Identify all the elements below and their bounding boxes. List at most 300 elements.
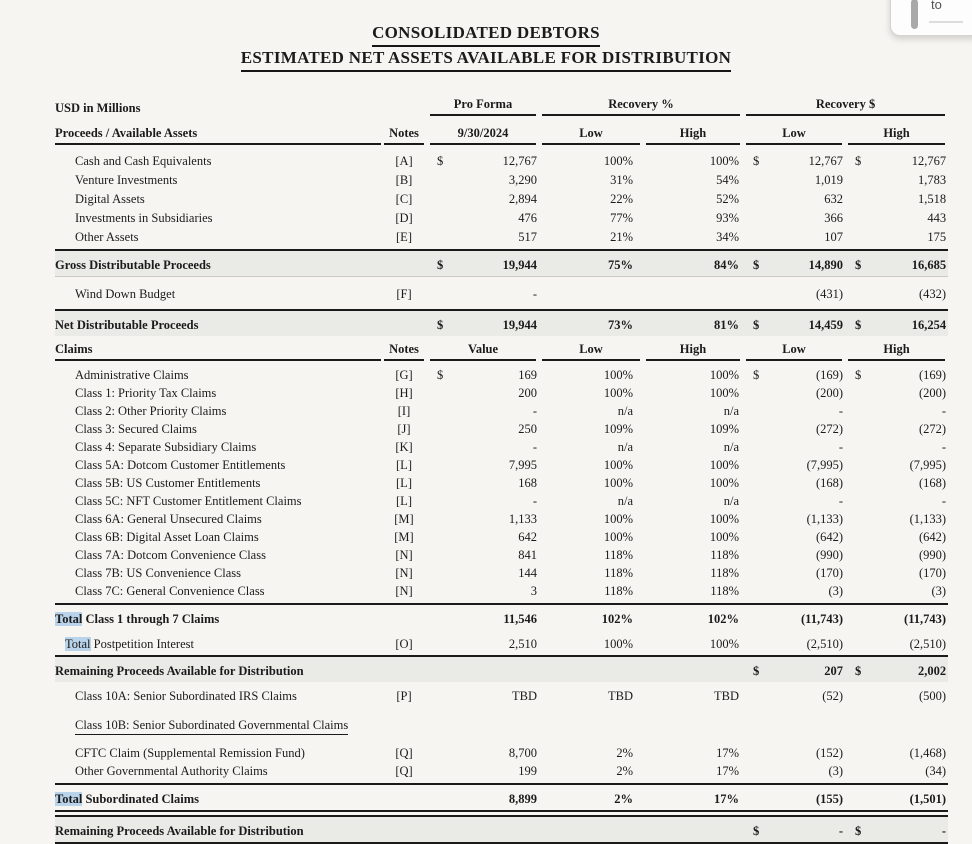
row-label-text: Net Distributable Proceeds [55, 318, 199, 332]
overlay-card-text: to [931, 0, 942, 12]
note-cell [381, 604, 427, 630]
usd-high-cell: 12,767 [911, 154, 947, 168]
note-cell: [H] [395, 386, 413, 400]
currency-cell [845, 604, 867, 630]
row-label [55, 419, 381, 437]
assets-column-header: Proceeds / Available Assets [55, 119, 381, 145]
currency-cell [743, 784, 765, 811]
row-label-text: Investments in Subsidiaries [75, 211, 213, 225]
currency-cell: $ [855, 154, 862, 168]
currency-cell [845, 226, 867, 250]
currency-cell [743, 682, 765, 707]
value-cell: 250 [518, 422, 537, 436]
currency-cell [845, 455, 867, 473]
note-cell [381, 310, 427, 336]
title-line-1: CONSOLIDATED DEBTORS [372, 22, 600, 47]
pct-high-cell: 118% [710, 584, 740, 598]
value-cell: 199 [518, 764, 537, 778]
table-row [55, 401, 948, 419]
pct-high-cell: 93% [716, 211, 740, 225]
usd-low-cell: 14,459 [765, 310, 845, 336]
currency-cell [427, 761, 455, 784]
pct-high-cell: n/a [723, 440, 740, 454]
currency-cell [427, 188, 455, 207]
value-cell: 517 [518, 230, 537, 244]
usd-low-cell: 107 [824, 230, 844, 244]
note-cell: [Q] [395, 746, 413, 760]
row-label-text: Class 7C: General Convenience Class [75, 584, 265, 598]
currency-cell [427, 491, 455, 509]
pct-low-cell: 118% [604, 566, 633, 580]
usd-low-cell: 207 [765, 656, 845, 682]
claims-header-notes: Notes [381, 336, 427, 361]
usd-low-cell: - [838, 494, 844, 508]
table-row [55, 816, 948, 843]
pct-low-cell: 100% [603, 637, 633, 651]
table-row [55, 581, 948, 604]
row-label [55, 509, 381, 527]
table-body [55, 145, 948, 843]
currency-cell [743, 630, 765, 656]
currency-cell [845, 277, 867, 311]
currency-cell [743, 383, 765, 401]
usd-low-cell: 14,890 [765, 250, 845, 277]
table-row [55, 207, 948, 226]
currency-cell [743, 188, 765, 207]
pct-high-cell: 81% [643, 310, 743, 336]
usd-low-cell: 12,767 [808, 154, 844, 168]
table-row [55, 630, 948, 656]
value-cell: 2,894 [508, 192, 537, 206]
currency-cell [743, 545, 765, 563]
currency-cell [743, 739, 765, 761]
usd-high-cell: (1,501) [867, 784, 948, 811]
row-label-text: Other Assets [75, 230, 139, 244]
value-cell: TBD [512, 689, 537, 703]
currency-cell: $ [743, 310, 765, 336]
pct-low-cell [539, 816, 643, 843]
usd-high-cell: 16,254 [867, 310, 948, 336]
row-label [55, 145, 381, 169]
pct-high-cell: 17% [716, 764, 740, 778]
pct-high-cell: 100% [709, 458, 740, 472]
title-line-2: ESTIMATED NET ASSETS AVAILABLE FOR DISTRIBUTION [241, 47, 731, 72]
pct-low-cell: 100% [603, 512, 633, 526]
header-group-row [55, 96, 948, 119]
row-label [55, 545, 381, 563]
usd-in-millions-label: USD in Millions [55, 101, 141, 115]
pct-low-cell: 118% [604, 584, 633, 598]
row-label [55, 401, 381, 419]
recovery-pct-group-header: Recovery % [539, 96, 743, 119]
value-cell: 476 [518, 211, 537, 225]
currency-cell [743, 581, 765, 604]
pct-low-cell: 100% [603, 386, 633, 400]
pct-low-cell: n/a [617, 440, 633, 454]
currency-cell [427, 455, 455, 473]
currency-cell [427, 419, 455, 437]
value-cell: 8,700 [508, 746, 537, 760]
table-row [55, 604, 948, 630]
value-cell: 19,944 [455, 310, 539, 336]
currency-cell [427, 169, 455, 188]
usd-high-cell: - [941, 404, 947, 418]
table-row [55, 784, 948, 811]
usd-low-cell: 632 [824, 192, 844, 206]
usd-high-cell: 2,002 [867, 656, 948, 682]
currency-cell [743, 473, 765, 491]
row-label-text: Gross Distributable Proceeds [55, 258, 211, 272]
usd-low-cell: (200) [815, 386, 844, 400]
currency-cell [427, 473, 455, 491]
currency-cell: $ [427, 310, 455, 336]
note-cell [381, 250, 427, 277]
usd-high-cell: (642) [918, 530, 947, 544]
currency-cell [743, 169, 765, 188]
currency-cell: $ [743, 656, 765, 682]
usd-low-cell: 1,019 [814, 173, 844, 187]
pct-high-cell [643, 816, 743, 843]
row-label-text: Class 2: Other Priority Claims [75, 404, 227, 418]
pct-high-cell: 100% [709, 637, 740, 651]
row-label-text: Wind Down Budget [75, 287, 176, 301]
usd-high-cell: (168) [918, 476, 947, 490]
currency-cell [743, 207, 765, 226]
value-cell: 841 [518, 548, 537, 562]
table-row [55, 455, 948, 473]
currency-cell: $ [437, 368, 444, 382]
pct-high-cell: 54% [716, 173, 740, 187]
pct-high-cell: n/a [723, 404, 740, 418]
currency-cell [743, 277, 765, 311]
value-cell: 2,510 [508, 637, 537, 651]
row-label [55, 455, 381, 473]
distribution-table [55, 96, 948, 844]
row-label-text: Remaining Proceeds Available for Distribution [55, 824, 304, 838]
table-row [55, 656, 948, 682]
pct-low-cell: 31% [610, 173, 633, 187]
row-label-text: Administrative Claims [75, 368, 189, 382]
currency-cell [427, 509, 455, 527]
currency-cell [743, 437, 765, 455]
pct-low-cell: 2% [616, 764, 633, 778]
value-cell [455, 816, 539, 843]
row-label [55, 581, 381, 604]
usd-high-cell: (500) [918, 689, 947, 703]
note-cell: [L] [396, 458, 412, 472]
note-cell: [F] [381, 277, 427, 311]
currency-cell [427, 226, 455, 250]
currency-cell [845, 761, 867, 784]
row-label [55, 816, 381, 843]
value-cell: 12,767 [502, 154, 537, 168]
usd-low-cell: (168) [815, 476, 844, 490]
note-cell: [L] [396, 476, 412, 490]
claims-header-low-pct: Low [539, 336, 643, 361]
currency-cell [845, 383, 867, 401]
table-row [55, 277, 948, 311]
usd-high-cell: (3) [931, 584, 947, 598]
pct-low-cell: 118% [604, 548, 633, 562]
note-cell: [B] [395, 173, 413, 187]
note-cell: [A] [395, 154, 413, 168]
value-cell: 3 [530, 584, 537, 598]
table-row [55, 188, 948, 207]
usd-low-cell: (1,133) [806, 512, 844, 526]
row-label-text: Class 7A: Dotcom Convenience Class [75, 548, 266, 562]
pct-high-cell: 17% [716, 746, 740, 760]
currency-cell [743, 563, 765, 581]
pct-high-cell: 118% [710, 548, 740, 562]
usd-low-cell: (52) [822, 689, 844, 703]
currency-cell [743, 401, 765, 419]
usd-low-cell: - [838, 404, 844, 418]
pct-low-cell: 2% [539, 784, 643, 811]
pct-low-cell: 2% [616, 746, 633, 760]
pct-low-cell [539, 656, 643, 682]
currency-cell [427, 604, 455, 630]
usd-high-cell: 16,685 [867, 250, 948, 277]
note-cell: [L] [396, 494, 412, 508]
usd-high-cell: (432) [867, 277, 948, 311]
pct-low-cell: TBD [608, 689, 633, 703]
value-cell [455, 656, 539, 682]
usd-low-cell: (642) [815, 530, 844, 544]
highlighted-text: Total [65, 637, 91, 651]
table-row [55, 437, 948, 455]
date-column-header: 9/30/2024 [427, 119, 539, 145]
row-label [55, 682, 381, 707]
note-cell [381, 784, 427, 811]
value-cell: 11,546 [455, 604, 539, 630]
currency-cell [427, 784, 455, 811]
currency-cell [427, 383, 455, 401]
currency-cell [845, 437, 867, 455]
currency-cell [845, 739, 867, 761]
pct-low-cell: n/a [617, 404, 633, 418]
value-cell: 19,944 [455, 250, 539, 277]
currency-cell: $ [845, 816, 867, 843]
header-cols-row [55, 119, 948, 145]
currency-cell [743, 761, 765, 784]
pct-high-cell: 52% [716, 192, 740, 206]
row-label-text: Venture Investments [75, 173, 178, 187]
value-cell: 169 [518, 368, 537, 382]
currency-cell [427, 277, 455, 311]
value-cell: - [455, 277, 539, 311]
usd-low-cell: - [765, 816, 845, 843]
row-label-text: Class 7B: US Convenience Class [75, 566, 241, 580]
pro-forma-group-header: Pro Forma [427, 96, 539, 119]
table-row [55, 545, 948, 563]
currency-cell [845, 473, 867, 491]
overlay-divider [929, 21, 963, 23]
currency-cell [845, 188, 867, 207]
pct-low-column-header: Low [539, 119, 643, 145]
note-cell: [D] [395, 211, 413, 225]
usd-low-cell: 366 [824, 211, 844, 225]
usd-high-cell: (272) [918, 422, 947, 436]
note-cell: [N] [395, 584, 413, 598]
note-cell: [K] [395, 440, 413, 454]
row-label [55, 527, 381, 545]
note-cell [381, 656, 427, 682]
value-cell: - [532, 440, 537, 454]
usd-high-cell: (1,133) [909, 512, 947, 526]
table-row [55, 473, 948, 491]
pct-low-cell: 109% [603, 422, 633, 436]
usd-high-cell: (1,468) [909, 746, 947, 760]
pct-high-cell: 100% [709, 530, 740, 544]
row-label [55, 277, 381, 311]
table-row [55, 563, 948, 581]
currency-cell [845, 784, 867, 811]
row-label-text: Subordinated Claims [82, 792, 200, 806]
note-cell: [G] [395, 368, 413, 382]
row-label [55, 169, 381, 188]
row-label [55, 437, 381, 455]
currency-cell [845, 207, 867, 226]
pct-low-cell: 100% [603, 530, 633, 544]
row-label-text: Class 6B: Digital Asset Loan Claims [75, 530, 259, 544]
usd-high-cell: 1,783 [917, 173, 947, 187]
usd-high-cell: (11,743) [867, 604, 948, 630]
table-row [55, 761, 948, 784]
notes-column-header: Notes [381, 119, 427, 145]
usd-low-cell: (2,510) [806, 637, 844, 651]
pct-high-cell: 102% [643, 604, 743, 630]
currency-cell [427, 630, 455, 656]
row-label-text: Class 1: Priority Tax Claims [75, 386, 217, 400]
claims-header-row [55, 336, 948, 361]
usd-high-cell: 175 [927, 230, 947, 244]
table-row [55, 707, 948, 739]
currency-cell [427, 207, 455, 226]
table-row [55, 310, 948, 336]
currency-cell [743, 226, 765, 250]
usd-high-cell: 443 [927, 211, 947, 225]
highlighted-text: Total [55, 612, 83, 626]
value-cell: 3,290 [508, 173, 537, 187]
note-cell: [M] [394, 512, 414, 526]
table-row [55, 491, 948, 509]
usd-high-cell: - [941, 440, 947, 454]
currency-cell: $ [845, 656, 867, 682]
claims-header-row-label: Claims [55, 336, 381, 361]
currency-cell [427, 437, 455, 455]
overlay-card[interactable] [890, 0, 972, 36]
pct-low-cell [539, 277, 643, 311]
note-cell: [E] [396, 230, 412, 244]
note-cell: [C] [395, 192, 413, 206]
currency-cell [427, 401, 455, 419]
currency-cell [845, 401, 867, 419]
usd-low-cell: (3) [828, 584, 844, 598]
pct-low-cell: 100% [603, 154, 633, 168]
row-label [55, 563, 381, 581]
currency-cell [845, 581, 867, 604]
row-label [55, 310, 381, 336]
table-row [55, 361, 948, 383]
currency-cell [845, 419, 867, 437]
pct-high-cell: 100% [709, 386, 740, 400]
currency-cell [427, 739, 455, 761]
currency-cell: $ [427, 250, 455, 277]
row-label-text: Class 10A: Senior Subordinated IRS Claims [75, 689, 297, 703]
pct-high-column-header: High [643, 119, 743, 145]
usd-high-cell: (170) [918, 566, 947, 580]
claims-header-value: Value [427, 336, 539, 361]
currency-cell: $ [753, 154, 760, 168]
row-label [55, 784, 381, 811]
currency-cell [427, 527, 455, 545]
usd-low-cell: (3) [828, 764, 844, 778]
pct-high-cell [643, 656, 743, 682]
claims-header-high-pct: High [643, 336, 743, 361]
row-label [55, 188, 381, 207]
row-label-text: Class 1 through 7 Claims [82, 612, 220, 626]
usd-high-cell: (7,995) [909, 458, 947, 472]
row-label-text: Class 6A: General Unsecured Claims [75, 512, 262, 526]
value-cell: 200 [518, 386, 537, 400]
currency-cell [427, 581, 455, 604]
usd-low-cell: (170) [815, 566, 844, 580]
note-cell: [J] [397, 422, 411, 436]
table-header [55, 96, 948, 145]
row-label-text: CFTC Claim (Supplemental Remission Fund) [75, 746, 305, 760]
row-label-text: Class 3: Secured Claims [75, 422, 197, 436]
note-cell: [Q] [395, 764, 413, 778]
row-label [55, 604, 381, 630]
pct-high-cell: 118% [710, 566, 740, 580]
currency-cell [743, 604, 765, 630]
row-label [55, 383, 381, 401]
table-row [55, 739, 948, 761]
note-cell: [I] [397, 404, 411, 418]
note-cell: [M] [394, 530, 414, 544]
note-cell: [O] [395, 637, 413, 651]
usd-low-cell: (152) [815, 746, 844, 760]
usd-high-cell: (34) [925, 764, 947, 778]
pct-high-cell: 100% [709, 476, 740, 490]
pct-high-cell [643, 277, 743, 311]
table-row [55, 169, 948, 188]
pct-low-cell: 75% [539, 250, 643, 277]
usd-low-cell: (7,995) [806, 458, 844, 472]
pct-high-cell: 84% [643, 250, 743, 277]
pct-low-cell: 22% [610, 192, 633, 206]
currency-cell [743, 491, 765, 509]
pct-low-cell: 100% [603, 476, 633, 490]
usd-low-cell: (990) [815, 548, 844, 562]
value-cell: 1,133 [508, 512, 537, 526]
table-row [55, 145, 948, 169]
currency-cell: $ [845, 250, 867, 277]
currency-cell [743, 419, 765, 437]
pct-low-cell: 100% [603, 458, 633, 472]
row-label-text: Class 4: Separate Subsidiary Claims [75, 440, 257, 454]
value-cell: - [532, 404, 537, 418]
currency-cell [845, 491, 867, 509]
table-row [55, 527, 948, 545]
value-cell: 8,899 [455, 784, 539, 811]
usd-low-cell: (169) [815, 368, 844, 382]
pct-high-cell: 100% [709, 368, 740, 382]
table-row [55, 226, 948, 250]
pct-low-cell: 73% [539, 310, 643, 336]
pct-high-cell: 100% [709, 154, 740, 168]
usd-high-cell: - [867, 816, 948, 843]
